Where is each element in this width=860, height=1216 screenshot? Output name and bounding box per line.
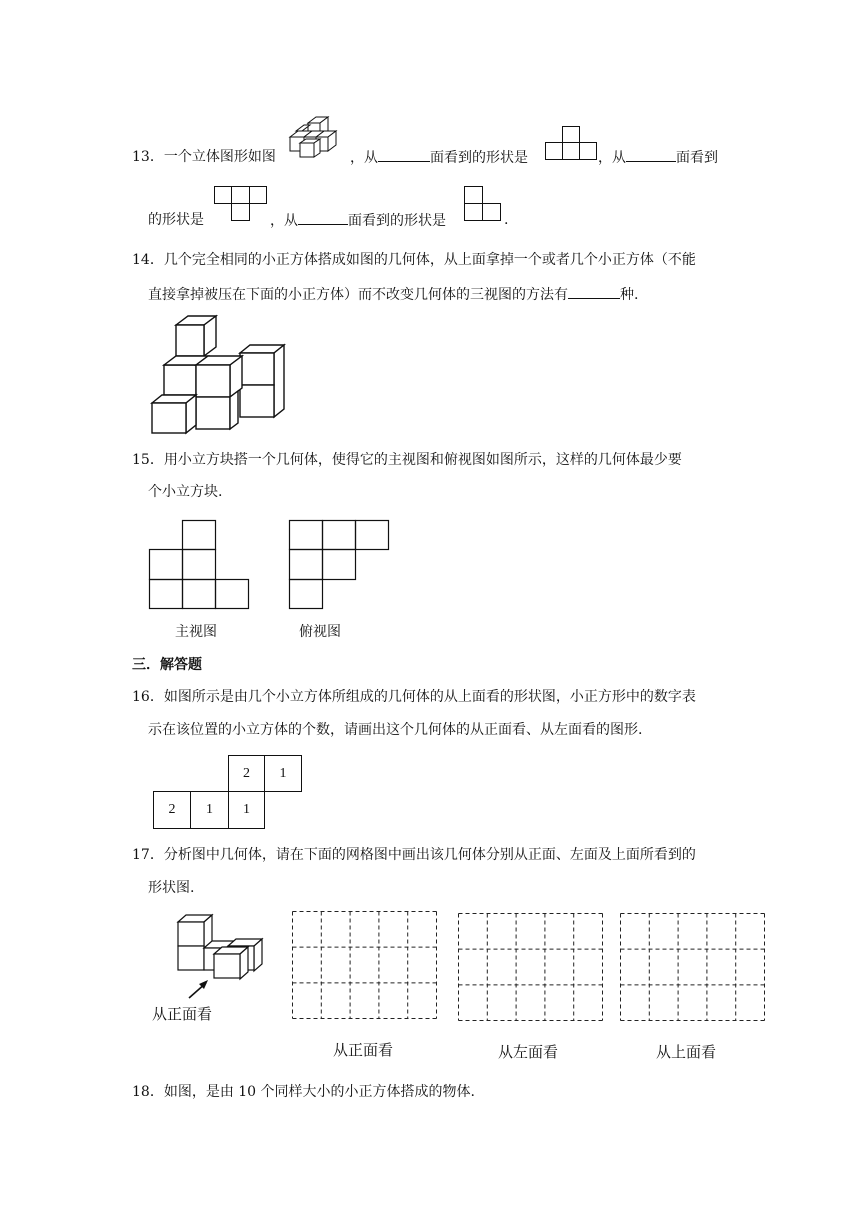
q14-blank <box>568 284 620 299</box>
q14-number: 14． <box>132 252 164 268</box>
dashed-grid <box>292 911 437 1019</box>
q13-line2-end <box>504 210 508 230</box>
q13-text-e: 面看到 <box>676 150 718 166</box>
q14-text-line1: 几个完全相同的小正方体搭成如图的几何体，从上面拿掉一个或者几个小正方体（不能 <box>163 252 696 268</box>
q16-top-view-grid <box>153 755 303 830</box>
q16-cell-value: 2 <box>168 802 176 817</box>
arrow-icon <box>186 978 212 1000</box>
q17-line2 <box>148 878 194 898</box>
q17-text-line2: 形状图. <box>148 880 195 896</box>
q14-text-line2-a: 直接拿掉被压在下面的小正方体）而不改变几何体的三视图的方法有 <box>148 287 568 303</box>
q13-text-line2-a: 的形状是 <box>148 212 204 228</box>
q16-number: 16． <box>132 689 164 705</box>
q16-cell-value: 1 <box>243 802 250 817</box>
q13-line2-a <box>148 210 204 230</box>
q16-text-line1: 如图所示是由几个小立方体所组成的几何体的从上面看的形状图，小正方形中的数字表 <box>163 689 696 705</box>
q14-solid-figure <box>150 313 285 435</box>
q17-grid-top <box>620 913 765 1021</box>
q16-cell <box>228 755 265 792</box>
q13-text-a: 一个立体图形如图 <box>163 149 276 165</box>
section3-title: 三．解答题 <box>132 657 202 673</box>
q14-text-line2-b: 种. <box>620 287 639 303</box>
q17-grid-label-left: 从左面看 <box>498 1043 559 1061</box>
q15-line2 <box>148 482 222 502</box>
q13-blank-2 <box>626 147 676 162</box>
q13-line1-end <box>598 147 718 168</box>
q18-line1 <box>132 1082 475 1102</box>
q16-text-line2: 示在该位置的小立方体的个数，请画出这个几何体的从正面看、从左面看的图形. <box>148 722 643 738</box>
q13-text-line2-c: 面看到的形状是 <box>348 213 446 229</box>
q13-solid-figure <box>286 113 346 159</box>
q17-solid-figure <box>176 912 266 988</box>
q15-text-line1: 用小立方块搭一个几何体，使得它的主视图和俯视图如图所示，这样的几何体最少要 <box>163 452 682 468</box>
q17-text-line1: 分析图中几何体，请在下面的网格图中画出该几何体分别从正面、左面及上面所看到的 <box>163 847 696 863</box>
q13-text-b: ，从 <box>350 150 378 166</box>
q16-cell <box>153 791 191 829</box>
q15-top-view <box>289 520 390 610</box>
q13-number: 13． <box>132 149 164 165</box>
q15-top-view-label: 俯视图 <box>299 624 341 640</box>
q15-text-line2: 个小立方块. <box>148 484 223 500</box>
q15-front-view <box>149 520 250 610</box>
q13-text-c: 面看到的形状是 <box>430 150 528 166</box>
q13-view-shape-2 <box>214 186 268 222</box>
q13-text-end: . <box>504 212 509 228</box>
q16-line1 <box>132 687 696 707</box>
q16-cell-value: 2 <box>243 765 250 781</box>
q16-cell <box>190 791 229 829</box>
q15-number: 15． <box>132 452 164 468</box>
q13-line1 <box>132 147 276 167</box>
q13-line2-b <box>270 210 446 231</box>
q16-line2 <box>148 720 642 740</box>
q17-grid-front <box>292 911 437 1019</box>
q17-grid-label-front: 从正面看 <box>333 1041 394 1059</box>
q17-arrow-label: 从正面看 <box>152 1005 213 1023</box>
q13-text-line2-b: ，从 <box>270 213 298 229</box>
q16-cell <box>228 791 265 829</box>
q13-view-shape-3 <box>464 186 502 222</box>
dashed-grid <box>620 913 765 1021</box>
q17-number: 17． <box>132 847 164 863</box>
q14-line1 <box>132 250 696 270</box>
q16-cell-value: 1 <box>206 802 213 817</box>
q13-text-d: ，从 <box>598 150 626 166</box>
q16-cell <box>264 755 302 792</box>
q15-line1 <box>132 450 682 470</box>
q18-text-line1: 如图，是由 10 个同样大小的小正方体搭成的物体. <box>163 1084 475 1100</box>
q17-grid-label-top: 从上面看 <box>656 1043 717 1061</box>
dashed-grid <box>458 913 603 1021</box>
q13-blank-3 <box>298 210 348 225</box>
q13-line1-cont <box>350 147 528 168</box>
q17-line1 <box>132 845 696 865</box>
q13-blank-1 <box>378 147 430 162</box>
q17-grid-left <box>458 913 603 1021</box>
q18-number: 18． <box>132 1084 164 1100</box>
q15-front-view-label: 主视图 <box>175 624 217 640</box>
q14-line2 <box>148 284 638 305</box>
q13-view-shape-1 <box>545 126 597 160</box>
q16-cell-value: 1 <box>279 765 287 781</box>
